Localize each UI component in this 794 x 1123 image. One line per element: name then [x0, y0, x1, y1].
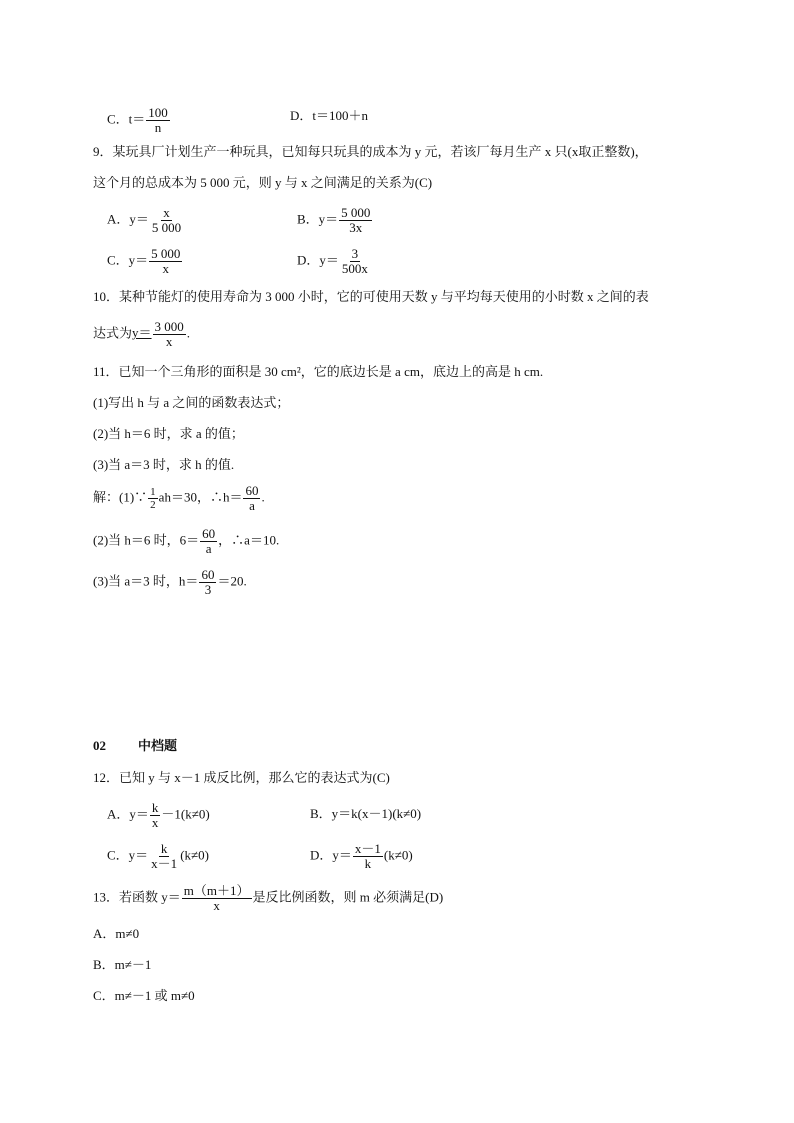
q13-option-c: C．m≠－1 或 m≠0 — [93, 988, 195, 1003]
denominator: x — [162, 261, 170, 276]
q9-option-a — [107, 206, 184, 235]
section-number: 02 — [93, 738, 106, 753]
q10-answer — [132, 319, 187, 349]
denominator: 3 — [204, 582, 212, 597]
numerator: 3 000 — [154, 319, 184, 334]
solution-text: (2)当 h＝6 时，6＝ — [93, 532, 200, 548]
q9-option-b — [297, 206, 373, 235]
q13-option-b: B．m≠－1 — [93, 957, 152, 972]
option-label: B．y＝ — [297, 211, 339, 227]
denominator: 3x — [349, 220, 363, 235]
q10-stem-line2 — [93, 320, 190, 349]
section-title: 中档题 — [138, 738, 178, 753]
numerator: 60 — [201, 567, 215, 582]
denominator: x — [165, 334, 173, 349]
numerator: 1 — [150, 486, 156, 498]
q8-option-c — [107, 106, 171, 135]
q11-part3: (3)当 a＝3 时，求 h 的值. — [93, 457, 235, 472]
fraction — [353, 842, 383, 871]
q11-part1: (1)写出 h 与 a 之间的函数表达式； — [93, 395, 290, 410]
q11-part2: (2)当 h＝6 时，求 a 的值； — [93, 426, 244, 441]
denominator: a — [249, 498, 255, 513]
option-tail: (k≠0) — [383, 847, 413, 863]
q8-option-c-label: C．t＝ — [107, 111, 146, 127]
numerator: 100 — [148, 105, 168, 120]
q10-end: . — [186, 325, 191, 341]
solution-end: ，∴a＝10. — [218, 532, 280, 548]
option-label: D．y＝ — [310, 847, 352, 863]
q13-stem — [93, 884, 443, 913]
denominator: x — [151, 815, 159, 830]
numerator: m（m＋1） — [183, 883, 250, 898]
denominator: a — [205, 541, 212, 556]
fraction — [150, 801, 161, 830]
numerator: 60 — [202, 526, 216, 541]
denominator: 500x — [341, 261, 368, 276]
q12-stem: 12．已知 y 与 x－1 成反比例，那么它的表达式为(C) — [93, 770, 390, 785]
fraction-half — [148, 486, 158, 511]
solution-label: 解：(1)∵ — [93, 489, 148, 505]
numerator: 60 — [245, 483, 259, 498]
fraction — [149, 842, 179, 871]
q9-option-c — [107, 247, 183, 276]
q10-stem-line1: 10．某种节能灯的使用寿命为 3 000 小时，它的可使用天数 y 与平均每天使用的小时数 x 之间的表 — [93, 289, 649, 304]
denominator: 5 000 — [151, 220, 182, 235]
fraction — [153, 320, 186, 349]
solution-text: ah＝30，∴h＝ — [158, 489, 243, 505]
q12-option-a — [107, 801, 210, 830]
q13-stem-text: 13．若函数 y＝ — [93, 889, 181, 905]
solution-text: (3)当 a＝3 时，h＝ — [93, 573, 199, 589]
q13-stem-tail: 是反比例函数，则 m 必须满足(D) — [252, 889, 444, 905]
q9-stem-line1: 9．某玩具厂计划生产一种玩具，已知每只玩具的成本为 y 元，若该厂每月生产 x 只(x取正整数)， — [93, 144, 648, 159]
option-label: C．y＝ — [107, 847, 149, 863]
numerator: x－1 — [354, 841, 381, 856]
fraction — [149, 247, 182, 276]
denominator: x－1 — [151, 856, 178, 871]
numerator: 3 — [351, 246, 359, 261]
fraction — [150, 206, 183, 235]
q13-option-a: A．m≠0 — [93, 926, 140, 941]
q10-stem-text: 达式为 — [93, 325, 133, 341]
q12-option-d — [310, 842, 413, 871]
fraction — [182, 884, 252, 913]
option-label: D．y＝ — [297, 252, 339, 268]
q9-option-d — [297, 247, 371, 276]
denominator: n — [154, 120, 162, 135]
option-label: A．y＝ — [107, 211, 149, 227]
option-tail: (k≠0) — [180, 847, 209, 863]
denominator: 2 — [150, 499, 156, 511]
q11-solution-1 — [93, 484, 265, 513]
fraction — [340, 247, 370, 276]
option-label: C．y＝ — [107, 252, 149, 268]
solution-end: ＝20. — [217, 573, 247, 589]
q12-option-b: B．y＝k(x－1)(k≠0) — [310, 806, 422, 821]
answer-prefix: y＝ — [132, 325, 152, 341]
fraction — [243, 484, 260, 513]
q11-stem: 11．已知一个三角形的面积是 30 cm²，它的底边长是 a cm，底边上的高是 h cm. — [93, 364, 544, 379]
fraction — [200, 527, 217, 556]
fraction — [199, 568, 216, 597]
numerator: k — [160, 841, 168, 856]
q9-stem-line2: 这个月的总成本为 5 000 元，则 y 与 x 之间满足的关系为(C) — [93, 175, 433, 190]
numerator: 5 000 — [341, 205, 371, 220]
denominator: k — [364, 856, 372, 871]
fraction — [339, 206, 372, 235]
numerator: k — [151, 800, 159, 815]
fraction — [146, 106, 170, 135]
q11-solution-2 — [93, 527, 279, 556]
numerator: 5 000 — [151, 246, 181, 261]
q8-option-d: D．t＝100＋n — [290, 108, 369, 123]
denominator: x — [213, 898, 220, 913]
option-tail: －1(k≠0) — [161, 806, 210, 822]
option-label: A．y＝ — [107, 806, 149, 822]
solution-end: . — [261, 489, 265, 505]
numerator: x — [163, 205, 170, 220]
q12-option-c — [107, 842, 209, 871]
q11-solution-3 — [93, 568, 247, 597]
